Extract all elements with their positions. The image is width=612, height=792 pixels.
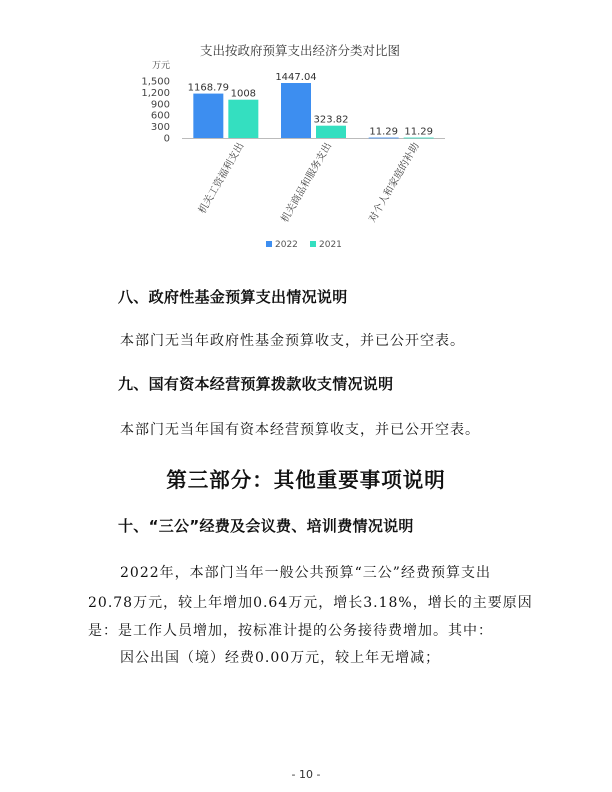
section-9-body: 本部门无当年国有资本经营预算收支，并已公开空表。: [120, 422, 480, 438]
section-8-body: 本部门无当年政府性基金预算收支，并已公开空表。: [120, 333, 465, 349]
page-number: - 10 -: [291, 768, 321, 781]
y-tick-label: 900: [150, 99, 170, 111]
bar-2021: [316, 126, 346, 138]
section-9-heading: 九、国有资本经营预算拨款收支情况说明: [118, 375, 394, 393]
data-label-2022: 1447.04: [275, 72, 317, 84]
y-tick-label: 300: [150, 122, 170, 134]
bar-2021: [228, 100, 258, 138]
chart-title: 支出按政府预算支出经济分类对比图: [199, 43, 401, 58]
data-label-2022: 1168.79: [187, 82, 230, 94]
data-label-2022: 11.29: [369, 126, 398, 138]
legend-label-2022: 2022: [275, 240, 298, 250]
bar-2022: [193, 94, 223, 138]
bar-2022: [281, 83, 311, 138]
part-3-title: 第三部分：其他重要事项说明: [166, 468, 446, 492]
y-tick-label: 600: [150, 110, 170, 122]
y-tick-label: 0: [163, 133, 170, 145]
data-label-2021: 11.29: [404, 126, 433, 138]
data-label-2021: 1008: [230, 88, 257, 100]
section-8-heading: 八、政府性基金预算支出情况说明: [118, 288, 348, 306]
y-axis-unit-label: 万元: [152, 61, 171, 71]
x-category-label: 对个人和家庭的补助: [367, 141, 422, 225]
x-category-label: 机关商品和服务支出: [279, 141, 335, 225]
expenditure-comparison-chart: [140, 38, 460, 260]
section-10-line-4: 因公出国（境）经费0.00万元，较上年无增减；: [120, 650, 441, 666]
section-10-heading: 十、“三公”经费及会议费、培训费情况说明: [118, 517, 414, 535]
legend-swatch-2022: [266, 241, 272, 247]
section-10-line-3: 是：是工作人员增加，按标准计提的公务接待费增加。其中：: [88, 623, 493, 639]
x-category-label: 机关工资福利支出: [196, 141, 247, 216]
y-tick-label: 1,500: [141, 76, 170, 88]
bar-2022: [369, 138, 399, 139]
legend-label-2021: 2021: [319, 240, 342, 250]
section-10-line-1: 2022年，本部门当年一般公共预算“三公”经费预算支出: [120, 565, 491, 581]
bar-2021: [404, 138, 434, 139]
legend-swatch-2021: [310, 241, 316, 247]
y-tick-label: 1,200: [141, 87, 170, 99]
section-10-line-2: 20.78万元，较上年增加0.64万元，增长3.18%，增长的主要原因: [88, 595, 533, 611]
data-label-2021: 323.82: [313, 114, 349, 126]
